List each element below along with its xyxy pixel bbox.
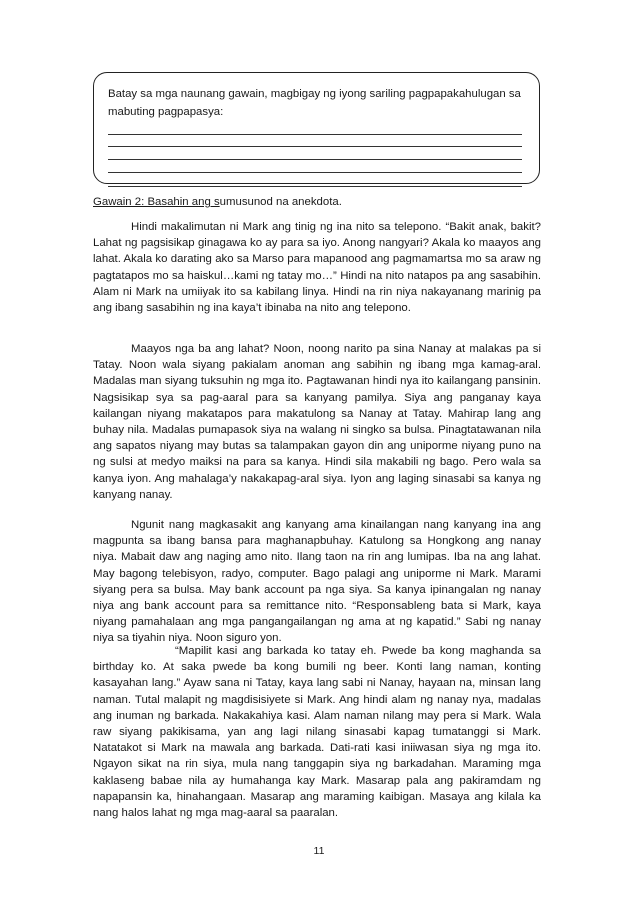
activity-title xyxy=(93,194,342,210)
answer-line xyxy=(108,146,522,147)
anecdote-paragraph-4: “Mapilit kasi ang barkada ko tatay eh. Pwede ba kong maghanda sa birthday ko. At saka pwede ba kong bumili ng beer. Konti lang naman, konting kasayahan lang.” Ayaw sana ni Tatay, kaya lang sabi ni Nanay, hayaan na, minsan lang naman. Tutal malapit ng magdisisiyete si Mark. Ang hindi alam ng nanay nya, madalas ang inuman ng barkada. Nakakahiya kasi. Alam naman nilang may pera si Mark. Wala raw siyang pakikisama, yan ang lagi nilang sinasabi kapag tumatanggi si Mark. Natatakot si Mark na mawala ang barkada. Dati-rati kasi iniiwasan siya ng mga ito. Ngayon sikat na rin siya, mula nang tanggapin siya ng barkadahan. Maraming mga kaklaseng babae nila ay humahanga kay Mark. Masarap pala ang pakiramdam ng napapansin ka, hinahangaan. Masarap ang maraming kaibigan. Masaya ang kilala ka nang halos lahat ng mga mag-aaral sa paaralan. xyxy=(93,645,541,820)
anecdote-paragraph-1: Hindi makalimutan ni Mark ang tinig ng ina nito sa telepono. “Bakit anak, bakit? Lahat ng pagsisikap ginagawa ko ay para sa iyo. Anong nangyari? Akala ko maayos ang lahat. Akala ko darating ako sa Marso para mapanood ang pagmamartsa mo sa araw ng pagtatapos mo sa haiskul…kami ng tatay mo…” Hindi na nito natapos pa ang sasabihin. Alam ni Mark na umiiyak ito sa kabilang linya. Hindi na rin niya nakayanang marinig pa ang ibang sasabihin ng ina kaya’t ibinaba na nito ang telepono. xyxy=(93,221,541,315)
prompt-text: Batay sa mga naunang gawain, magbigay ng iyong sariling pagpapakahulugan sa mabuting pagpapasya: xyxy=(108,88,521,118)
page-number: 11 xyxy=(313,845,325,857)
activity-title-rest: umusunod na anekdota. xyxy=(219,196,342,208)
answer-line xyxy=(108,186,522,187)
answer-line xyxy=(108,159,522,160)
answer-line xyxy=(108,172,522,173)
anecdote-paragraph-3: Ngunit nang magkasakit ang kanyang ama kinailangan nang kanyang ina ang magpunta sa ibang bansa para maghanapbuhay. Katulong sa Hongkong ang nanay niya. Mabait daw ang naging amo nito. Ilang taon na rin ang lumipas. Iba na ang lahat. May bagong telebisyon, radyo, computer. Bago palagi ang uniporme ni Mark. Marami siyang pera sa bulsa. May bank account pa nga siya. Sa kanya ipinangalan ng nanay niya ang bank account para sa remittance nito. “Responsableng bata si Mark, kaya niyang pamahalaan ang mga pangangailangan ng ama at ng kapatid.” Sabi ng nanay niya sa tiyahin niya. Noon siguro yon. xyxy=(93,519,541,645)
anecdote-paragraph-2: Maayos nga ba ang lahat? Noon, noong narito pa sina Nanay at malakas pa si Tatay. Noon wala siyang pakialam anoman ang sabihin ng ibang mga kamag-aral. Madalas man siyang tuksuhin ng mga ito. Pagtawanan hindi nya ito kailangang pansinin. Nagsisikap sya sa pag-aaral para sa kanyang pamilya. Siya ang panganay kaya kailangan niyang makatapos para makatulong sa Nanay at Tatay. Mahirap lang ang buhay nila. Madalas pumapasok siya na walang ni singko sa bulsa. Pinagtatawanan nila ang sapatos niyang may butas sa talampakan gayon din ang uniporme niyang puno na ng sulsi at medyo maiksi na para sa kanya. Hindi sila makabili ng bago. Pero wala sa kanya iyon. Ang mahalaga’y nakakapag-aral siya. Iyon ang laging sinasabi sa kanya ng kanyang nanay. xyxy=(93,343,541,501)
activity-title-underlined: Gawain 2: Basahin ang s xyxy=(93,196,220,208)
answer-line xyxy=(108,134,522,135)
